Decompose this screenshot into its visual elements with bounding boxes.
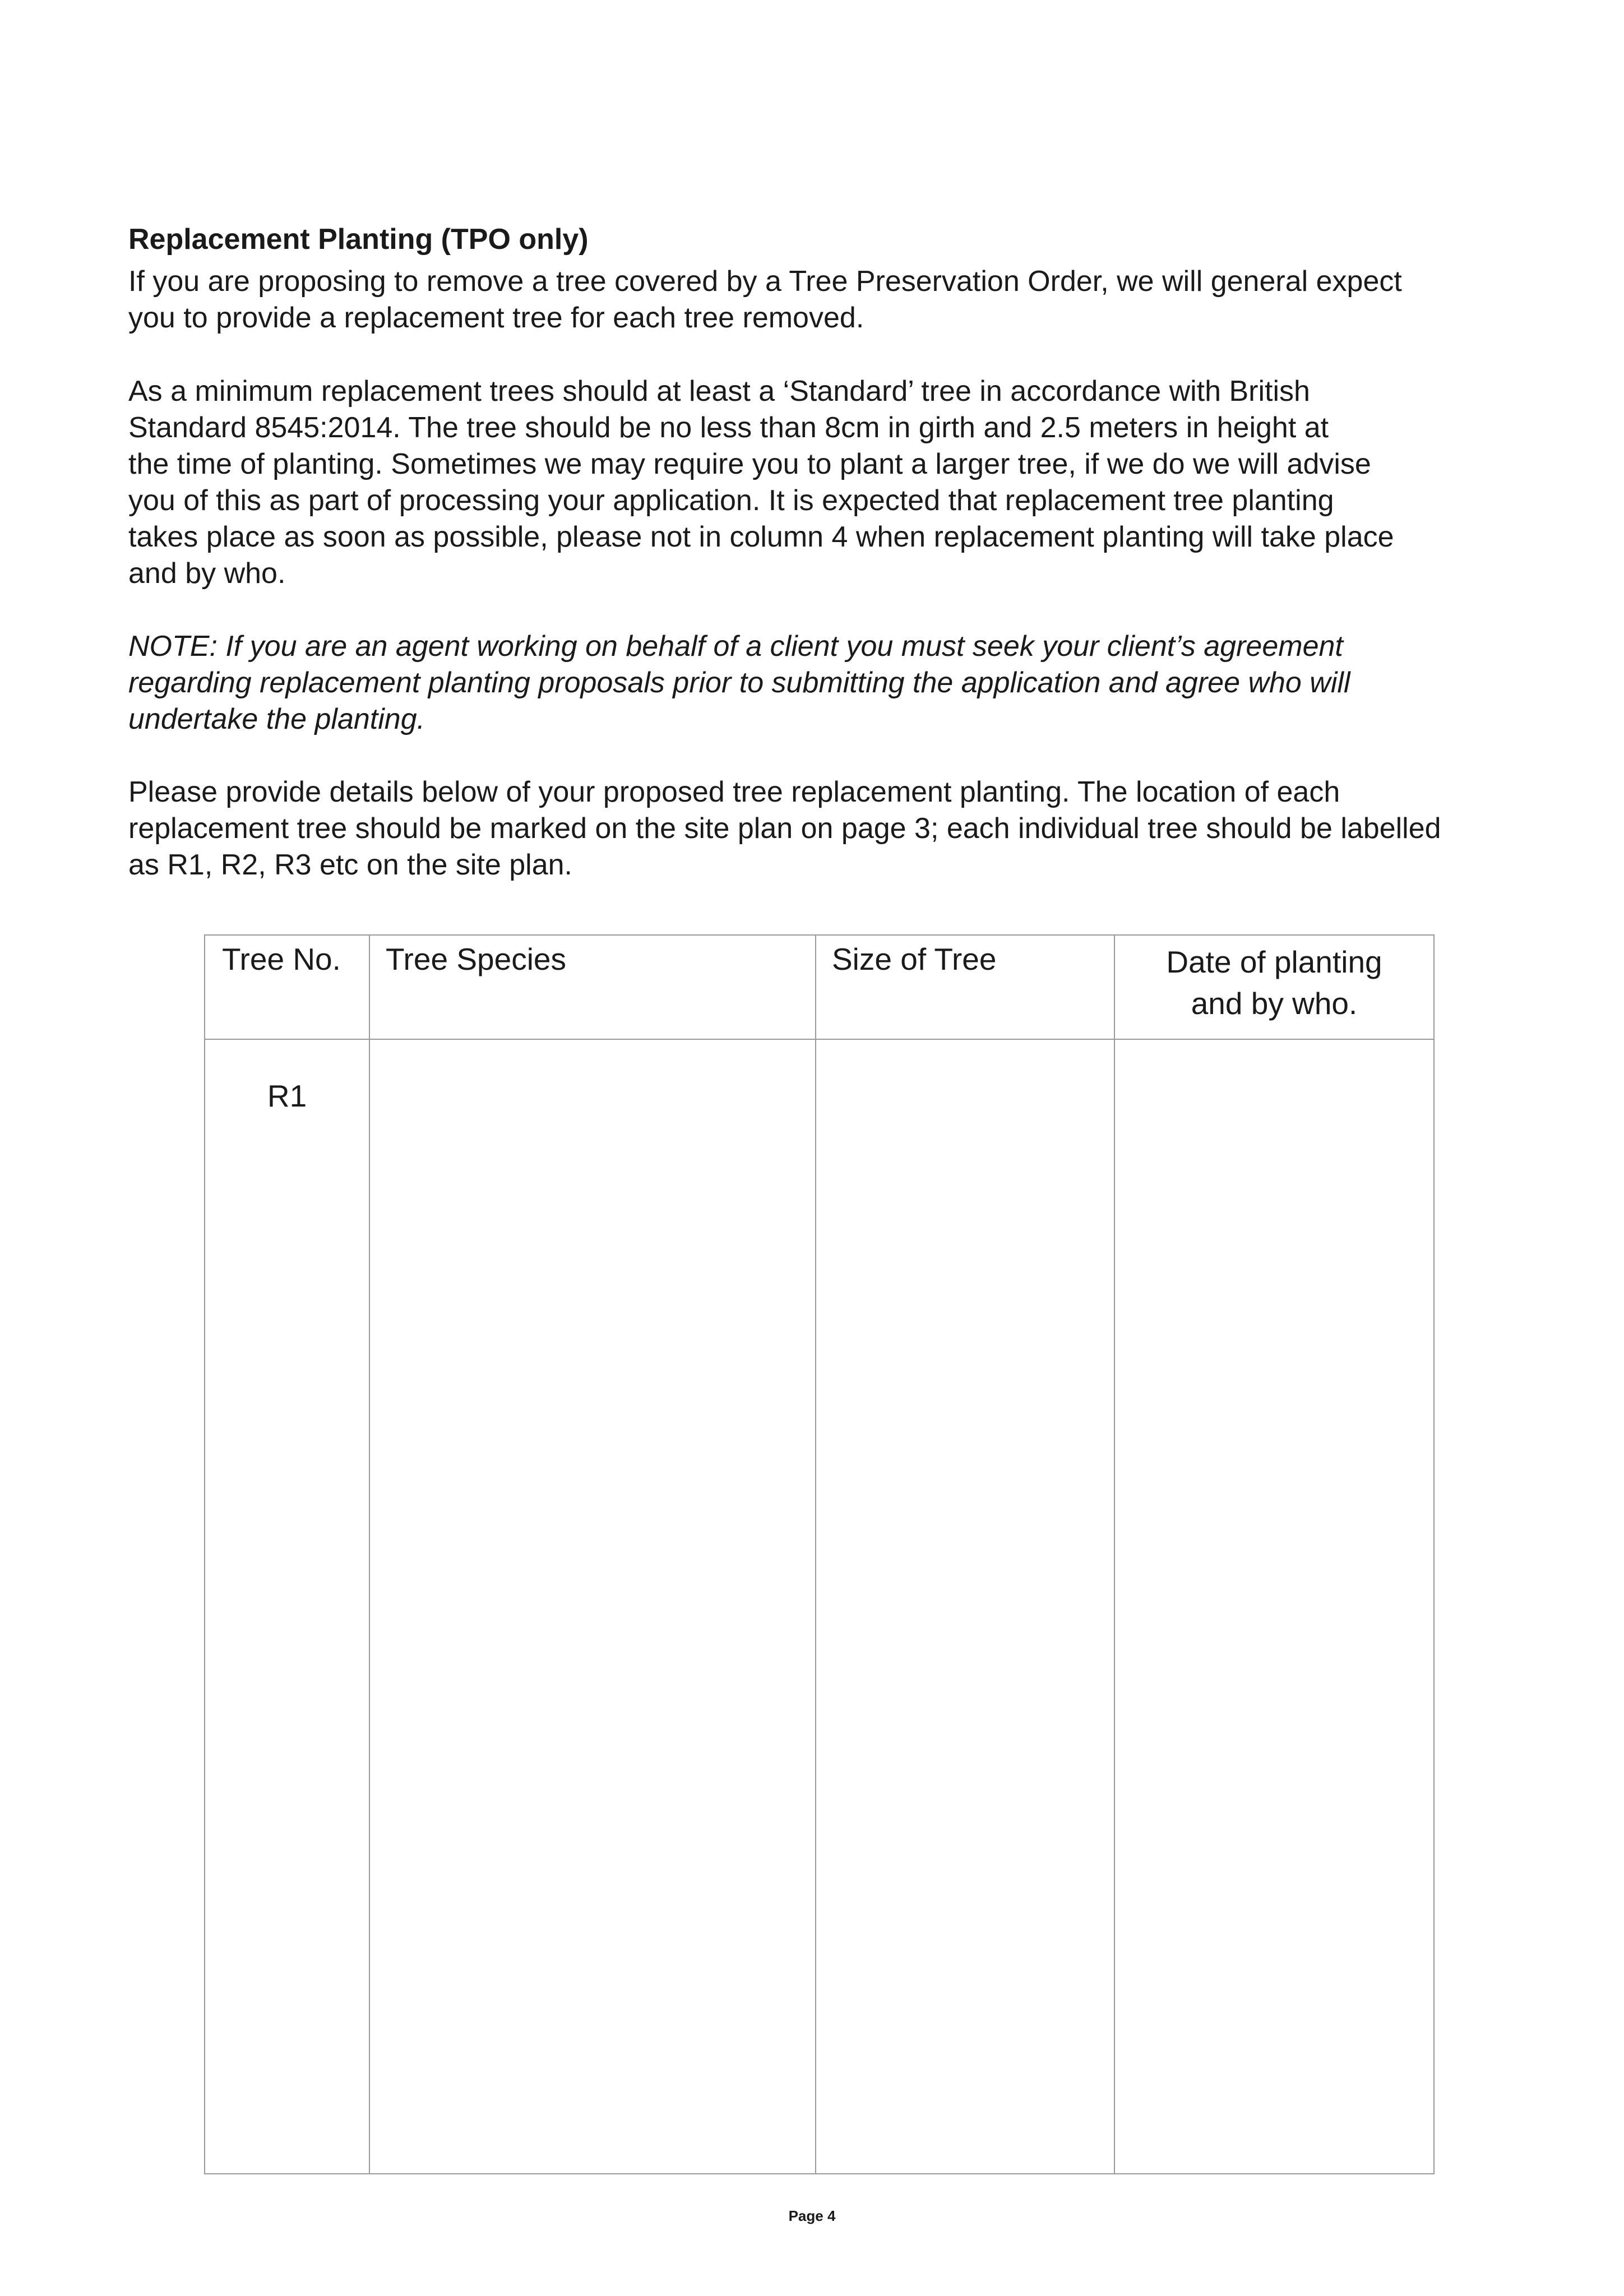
cell-tree-species[interactable]	[369, 1039, 816, 2174]
table-header-row	[205, 935, 1434, 1039]
agent-note	[128, 628, 1563, 738]
header-date-of-planting	[1114, 935, 1434, 1039]
text-line: undertake the planting.	[128, 703, 425, 735]
intro-paragraph	[128, 263, 1563, 336]
page-number: Page 4	[788, 2207, 836, 2224]
instructions-paragraph	[128, 774, 1563, 883]
header-tree-no: Tree No.	[205, 935, 369, 1039]
text-line: If you are proposing to remove a tree covered by a Tree Preservation Order, we will general expect	[128, 265, 1402, 298]
text-line: Please provide details below of your proposed tree replacement planting. The location of each	[128, 776, 1340, 808]
text-line: takes place as soon as possible, please not in column 4 when replacement planting will take place	[128, 521, 1394, 553]
text-line: and by who.	[128, 557, 286, 590]
header-line: Date of planting	[1166, 945, 1382, 979]
tree-number-label: R1	[267, 1078, 307, 1113]
header-tree-species: Tree Species	[369, 935, 816, 1039]
text-line: replacement tree should be marked on the site plan on page 3; each individual tree should be labelled	[128, 812, 1441, 845]
text-line: the time of planting. Sometimes we may require you to plant a larger tree, if we do we will advise	[128, 448, 1371, 480]
minimum-standard-paragraph	[128, 373, 1563, 592]
table-row	[205, 1039, 1434, 2174]
text-line: you to provide a replacement tree for each tree removed.	[128, 302, 864, 334]
cell-tree-no	[205, 1039, 369, 2174]
text-line: As a minimum replacement trees should at least a ‘Standard’ tree in accordance with British	[128, 375, 1310, 408]
text-line: as R1, R2, R3 etc on the site plan.	[128, 849, 572, 881]
text-line: you of this as part of processing your application. It is expected that replacement tree planting	[128, 484, 1334, 517]
cell-date-of-planting[interactable]	[1114, 1039, 1434, 2174]
header-line: and by who.	[1191, 986, 1358, 1021]
text-line: Standard 8545:2014. The tree should be no less than 8cm in girth and 2.5 meters in height at	[128, 411, 1329, 444]
section-heading: Replacement Planting (TPO only)	[128, 223, 589, 256]
cell-size-of-tree[interactable]	[816, 1039, 1114, 2174]
text-line: NOTE: If you are an agent working on behalf of a client you must seek your client’s agreement	[128, 630, 1343, 663]
header-size-of-tree: Size of Tree	[816, 935, 1114, 1039]
text-line: regarding replacement planting proposals prior to submitting the application and agree who will	[128, 666, 1350, 699]
replacement-planting-table	[204, 934, 1435, 2174]
